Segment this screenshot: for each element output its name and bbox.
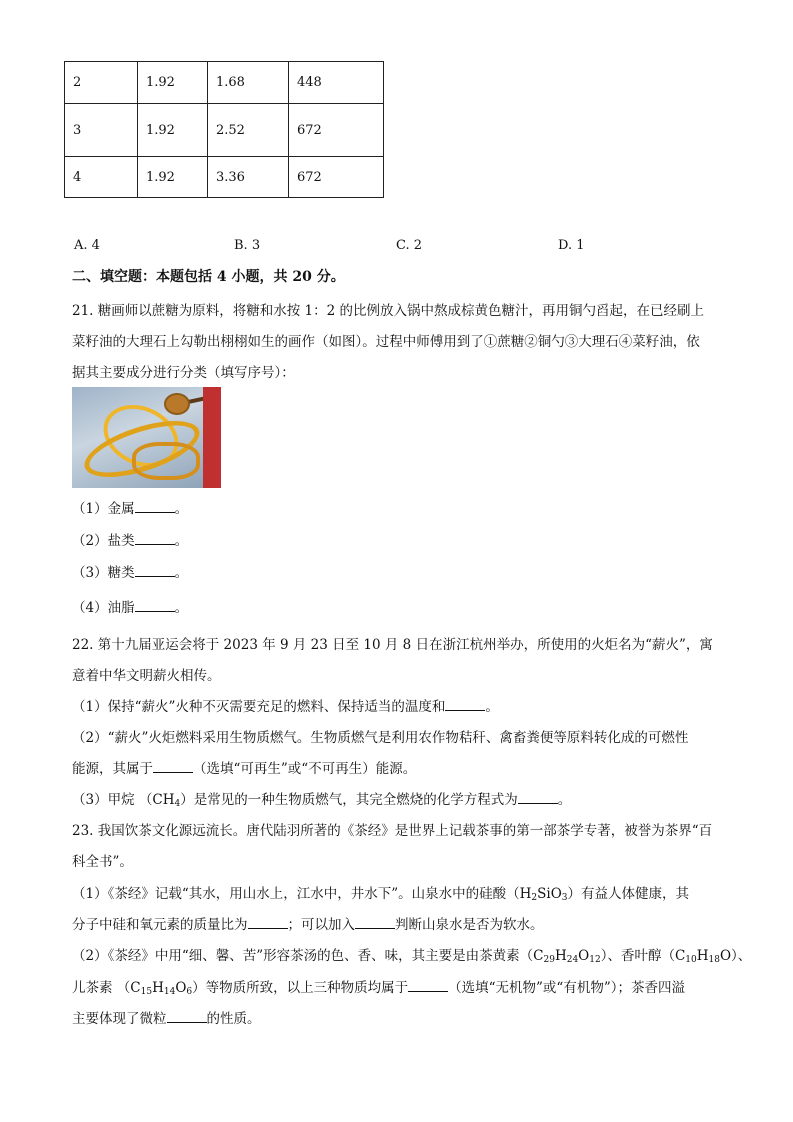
table-cell: 1.92 <box>138 62 208 104</box>
answer-options <box>0 238 793 256</box>
table-row <box>65 104 384 157</box>
table-cell: 672 <box>289 157 384 198</box>
table-cell: 3 <box>65 104 138 157</box>
q22-line-2: 意着中华文明薪火相传。 <box>72 668 221 684</box>
answer-blank[interactable] <box>248 916 288 929</box>
option-a[interactable]: A. 4 <box>74 238 100 253</box>
table-cell: 1.92 <box>138 157 208 198</box>
option-d[interactable]: D. 1 <box>558 238 585 253</box>
answer-blank[interactable] <box>135 532 175 545</box>
q21-item-4: （4）油脂 。 <box>72 600 189 616</box>
table-cell: 672 <box>289 104 384 157</box>
q21-item-3: （3）糖类 。 <box>72 565 189 581</box>
option-b[interactable]: B. 3 <box>234 238 261 253</box>
q23-part-2a: （2）《茶经》中用“细、馨、苦”形容茶汤的色、香、味，其主要是由茶黄素$(C_{29}H_{24}O_{12})$、香叶醇$(C_{10}H_{18}O)$、 <box>72 948 752 965</box>
table-row <box>65 157 384 198</box>
q22-part-2b: 能源，其属于 （选填“可再生”或“不可再生）能源。 <box>72 761 417 777</box>
answer-blank[interactable] <box>135 564 175 577</box>
table-row <box>65 62 384 104</box>
q22-part-1: （1）保持“薪火”火种不灭需要充足的燃料、保持适当的温度和 。 <box>72 699 499 715</box>
answer-blank[interactable] <box>518 791 558 804</box>
q21-line-2: 菜籽油的大理石上勾勒出栩栩如生的画作（如图）。过程中师傅用到了①蔗糖②铜勺③大理石④菜籽油，依 <box>72 334 700 350</box>
section-title: 二、填空题：本题包括 4 小题，共 20 分。 <box>72 269 345 285</box>
table-cell: 1.92 <box>138 104 208 157</box>
q23-line-1: 23. 我国饮茶文化源远流长。唐代陆羽所著的《茶经》是世界上记载茶事的第一部茶学专著，被誉为茶界“百 <box>72 823 713 839</box>
q21-line-3: 据其主要成分进行分类（填写序号）： <box>72 365 295 381</box>
answer-blank[interactable] <box>355 916 395 929</box>
table-cell: 2 <box>65 62 138 104</box>
table-cell: 1.68 <box>208 62 289 104</box>
answer-blank[interactable] <box>408 979 448 992</box>
q21-line-1: 21. 糖画师以蔗糖为原料，将糖和水按 1：2 的比例放入锅中熬成棕黄色糖汁，再用铜勺舀起，在已经刷上 <box>72 303 705 319</box>
table-cell: 4 <box>65 157 138 198</box>
q23-line-2: 科全书”。 <box>72 854 133 870</box>
q22-line-1: 22. 第十九届亚运会将于 2023 年 9 月 23 日至 10 月 8 日在浙江杭州举办，所使用的火炬名为“薪火”，寓 <box>72 637 713 653</box>
q23-part-2c: 主要体现了微粒 的性质。 <box>72 1011 261 1027</box>
q23-part-2b: 儿茶素 $(C_{15}H_{14}O_6)$等物质所致，以上三种物质均属于 （选填“无机物”或“有机物”）；茶香四溢 <box>72 980 685 997</box>
table-cell: 2.52 <box>208 104 289 157</box>
answer-blank[interactable] <box>135 500 175 513</box>
q23-part-1b: 分子中硅和氧元素的质量比为 ；可以加入 判断山泉水是否为软水。 <box>72 917 544 933</box>
data-table <box>64 61 384 198</box>
answer-blank[interactable] <box>445 698 485 711</box>
sugar-painting-photo <box>72 387 221 488</box>
answer-blank[interactable] <box>153 760 193 773</box>
table-cell: 448 <box>289 62 384 104</box>
q21-item-2: （2）盐类 。 <box>72 533 189 549</box>
table-cell: 3.36 <box>208 157 289 198</box>
answer-blank[interactable] <box>135 599 175 612</box>
option-c[interactable]: C. 2 <box>396 238 423 253</box>
q21-item-1: （1）金属 。 <box>72 501 189 517</box>
answer-blank[interactable] <box>167 1010 207 1023</box>
q22-part-3: （3）甲烷 $(CH_4)$是常见的一种生物质燃气，其完全燃烧的化学方程式为 。 <box>72 792 572 809</box>
q23-part-1a: （1）《茶经》记载“其水，用山水上，江水中，井水下”。山泉水中的硅酸$(H_2SiO_3)$有益人体健康，其 <box>72 886 690 903</box>
q22-part-2a: （2）“薪火”火炬燃料采用生物质燃气。生物质燃气是利用农作物秸秆、禽畜粪便等原料转化成的可燃性 <box>72 730 689 746</box>
